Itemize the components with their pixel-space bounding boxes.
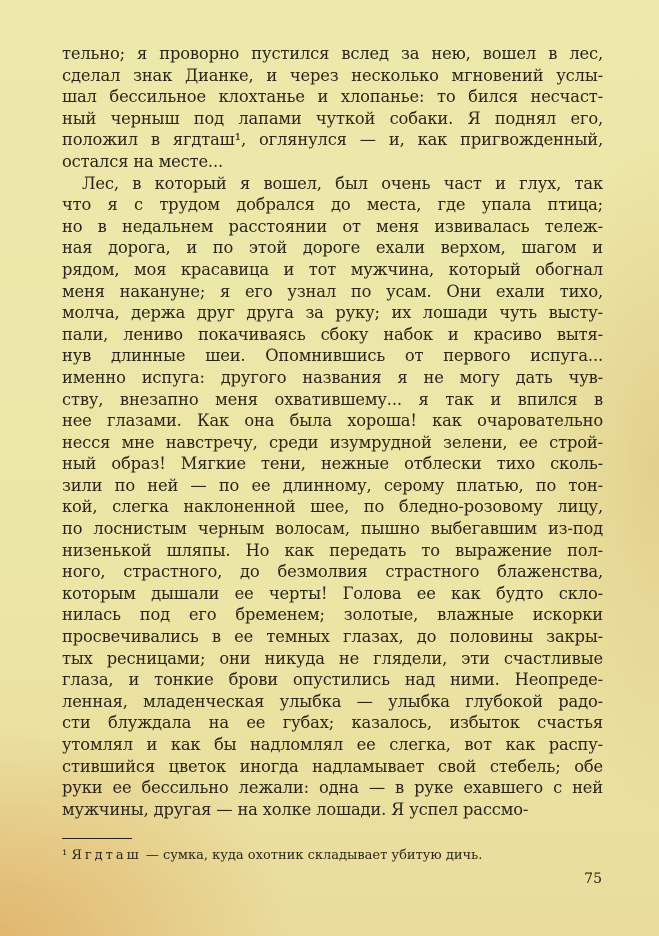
text-line: меня накануне; я его узнал по усам. Они ехали тихо, xyxy=(62,281,603,301)
text-line: сти блуждала на ее губах; казалось, избыток счастья xyxy=(62,713,603,733)
text-line: нув длинные шеи. Опомнившись от первого испуга... xyxy=(62,346,603,366)
text-line: ленная, младенческая улыбка — улыбка глубокой радо- xyxy=(62,691,603,711)
text-line: которым дышали ее черты! Голова ее как будто скло- xyxy=(62,583,603,603)
text-line: сделал знак Дианке, и через несколько мгновений услы- xyxy=(62,65,603,85)
footnote-term: Ягдташ xyxy=(71,848,142,863)
text-line: глаза, и тонкие брови опустились над ними. Неопреде- xyxy=(62,670,603,690)
text-line: мужчины, другая — на холке лошади. Я успел рассмо- xyxy=(62,799,529,819)
footnote xyxy=(62,847,603,865)
text-line: молча, держа друг друга за руку; их лошади чуть высту- xyxy=(62,303,603,323)
text-line: низенькой шляпы. Но как передать то выражение пол- xyxy=(62,540,603,560)
text-line: ная дорога, и по этой дороге ехали верхом, шагом и xyxy=(62,238,603,258)
text-line: шал бессильное клохтанье и хлопанье: то бился несчаст- xyxy=(62,87,603,107)
footnote-divider xyxy=(62,838,132,839)
text-line: именно испуга: другого названия я не могу дать чув- xyxy=(62,367,603,387)
text-line: ству, внезапно меня охватившему... я так и впился в xyxy=(62,389,603,409)
text-line: просвечивались в ее темных глазах, до половины закры- xyxy=(62,627,603,647)
text-line: ный образ! Мягкие тени, нежные отблески тихо сколь- xyxy=(62,454,603,474)
text-line: зили по ней — по ее длинному, серому платью, по тон- xyxy=(62,475,603,495)
text-line: руки ее бессильно лежали: одна — в руке ехавшего с ней xyxy=(62,778,603,798)
footnote-text: — сумка, куда охотник складывает убитую дичь. xyxy=(141,848,483,863)
page-number: 75 xyxy=(584,871,602,887)
text-line: по лоснистым черным волосам, пышно выбегавшим из-под xyxy=(62,519,603,539)
body-text xyxy=(62,43,603,820)
text-line: нее глазами. Как она была хороша! как очаровательно xyxy=(62,411,603,431)
text-line: положил в ягдташ¹, оглянулся — и, как пригвожденный, xyxy=(62,130,603,150)
text-line: ного, страстного, до безмолвия страстного блаженства, xyxy=(62,562,603,582)
text-line: Лес, в который я вошел, был очень част и глух, так xyxy=(82,173,603,193)
text-line: но в недальнем расстоянии от меня извивалась тележ- xyxy=(62,216,603,236)
text-line: тельно; я проворно пустился вслед за нею, вошел в лес, xyxy=(62,44,603,63)
text-line: что я с трудом добрался до места, где упала птица; xyxy=(62,195,603,215)
text-line: пали, лениво покачиваясь сбоку набок и красиво вытя- xyxy=(62,324,603,344)
text-line: остался на месте... xyxy=(62,151,224,171)
text-line: рядом, моя красавица и тот мужчина, который обогнал xyxy=(62,259,603,279)
text-line: кой, слегка наклоненной шее, по бледно-розовому лицу, xyxy=(62,497,603,517)
footnote-marker: ¹ xyxy=(62,848,68,863)
text-line: утомлял и как бы надломлял ее слегка, вот как распу- xyxy=(62,735,603,754)
text-line: тых ресницами; они никуда не глядели, эти счастливые xyxy=(62,648,603,668)
text-line: нилась под его бременем; золотые, влажные искорки xyxy=(62,605,603,625)
text-line: ный черныш под лапами чуткой собаки. Я поднял его, xyxy=(62,108,603,128)
text-line: стившийся цветок иногда надламывает свой стебель; обе xyxy=(62,756,603,776)
text-line: несся мне навстречу, среди изумрудной зелени, ее строй- xyxy=(62,432,603,452)
